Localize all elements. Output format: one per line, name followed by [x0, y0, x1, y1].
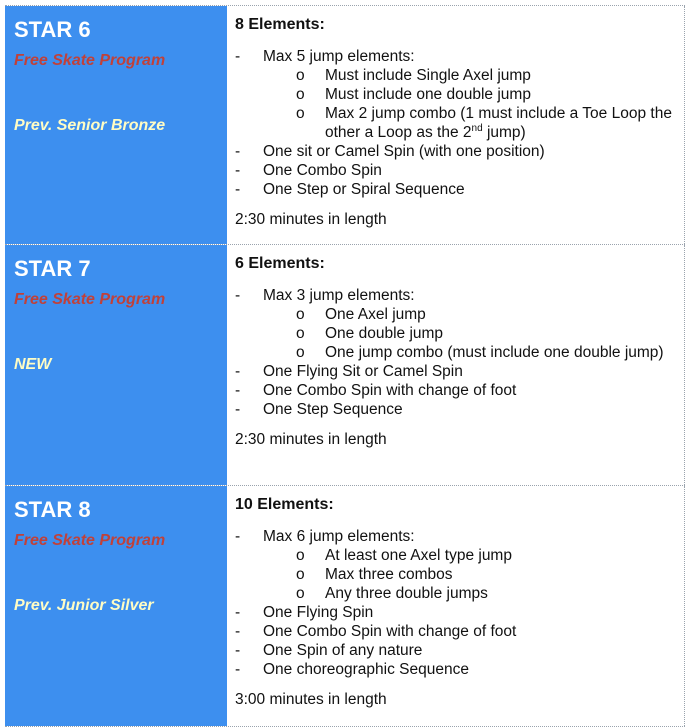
level-title: STAR 6 — [14, 17, 91, 42]
list-item — [235, 286, 684, 305]
ordinal-suffix: nd — [471, 122, 483, 134]
elements-heading: 10 Elements: — [235, 496, 334, 513]
list-item-text: One Combo Spin with change of foot — [263, 623, 517, 640]
list-item — [235, 161, 684, 180]
sub-list-item — [235, 343, 684, 362]
requirements-cell — [227, 245, 685, 485]
previous-level-label: NEW — [14, 356, 52, 373]
list-item — [235, 381, 684, 400]
list-item — [235, 622, 684, 641]
program-label: Free Skate Program — [14, 52, 166, 69]
bullet-marker: o — [296, 566, 305, 583]
bullet-marker: o — [296, 344, 305, 361]
sub-list-item — [235, 565, 684, 584]
table-row — [5, 485, 685, 727]
program-length: 2:30 minutes in length — [235, 431, 387, 448]
level-cell — [5, 486, 227, 726]
dash-marker: - — [235, 528, 241, 545]
sub-list-item — [235, 305, 684, 324]
dash-marker: - — [235, 181, 241, 198]
sub-list-item — [235, 66, 684, 85]
list-item — [235, 527, 684, 546]
level-title: STAR 8 — [14, 497, 91, 522]
list-item — [235, 142, 684, 161]
dash-marker: - — [235, 623, 241, 640]
sub-item-text: Any three double jumps — [325, 585, 488, 602]
list-item — [235, 362, 684, 381]
bullet-marker: o — [296, 306, 305, 323]
sub-list-item — [235, 104, 684, 142]
sub-item-text: One jump combo (must include one double jump) — [325, 344, 664, 361]
list-item-text: One Combo Spin — [263, 162, 382, 179]
previous-level-label: Prev. Senior Bronze — [14, 117, 166, 134]
sub-list-item — [235, 85, 684, 104]
sub-item-text: Must include Single Axel jump — [325, 67, 531, 84]
list-item — [235, 47, 684, 66]
requirements-cell — [227, 486, 685, 726]
sub-item-text: Max 2 jump combo (1 must include a Toe Loop the other a Loop as the 2 — [325, 105, 672, 141]
dash-marker: - — [235, 661, 241, 678]
dash-marker: - — [235, 287, 241, 304]
bullet-marker: o — [296, 67, 305, 84]
table-row — [5, 5, 685, 244]
program-label: Free Skate Program — [14, 532, 166, 549]
previous-level-label: Prev. Junior Silver — [14, 597, 154, 614]
list-item — [235, 660, 684, 679]
dash-marker: - — [235, 143, 241, 160]
list-item-text: Max 5 jump elements: — [263, 48, 415, 65]
bullet-marker: o — [296, 105, 305, 122]
level-cell — [5, 245, 227, 485]
list-item — [235, 400, 684, 419]
elements-heading: 8 Elements: — [235, 16, 325, 33]
dash-marker: - — [235, 48, 241, 65]
list-item — [235, 641, 684, 660]
list-item-text: One Combo Spin with change of foot — [263, 382, 517, 399]
sub-list-item — [235, 584, 684, 603]
levels-table — [5, 5, 685, 727]
program-length: 2:30 minutes in length — [235, 211, 387, 228]
list-item-text: One Spin of any nature — [263, 642, 423, 659]
dash-marker: - — [235, 363, 241, 380]
program-length: 3:00 minutes in length — [235, 691, 387, 708]
dash-marker: - — [235, 642, 241, 659]
dash-marker: - — [235, 162, 241, 179]
list-item-text: One Step or Spiral Sequence — [263, 181, 465, 198]
level-cell — [5, 6, 227, 244]
dash-marker: - — [235, 382, 241, 399]
sub-item-text: One Axel jump — [325, 306, 426, 323]
sub-item-text: Max three combos — [325, 566, 453, 583]
requirements-cell — [227, 6, 685, 244]
list-item-text: One Flying Sit or Camel Spin — [263, 363, 463, 380]
list-item — [235, 180, 684, 199]
sub-item-text: At least one Axel type jump — [325, 547, 512, 564]
sub-list-item — [235, 324, 684, 343]
list-item-text: Max 3 jump elements: — [263, 287, 415, 304]
sub-item-text: jump) — [482, 124, 526, 141]
list-item-text: One Flying Spin — [263, 604, 374, 621]
sub-item-text: One double jump — [325, 325, 444, 342]
sub-item-text: Must include one double jump — [325, 86, 531, 103]
list-item — [235, 603, 684, 622]
bullet-marker: o — [296, 325, 305, 342]
dash-marker: - — [235, 401, 241, 418]
table-row — [5, 244, 685, 485]
list-item-text: One sit or Camel Spin (with one position) — [263, 143, 545, 160]
list-item-text: One choreographic Sequence — [263, 661, 469, 678]
level-title: STAR 7 — [14, 256, 91, 281]
bullet-marker: o — [296, 585, 305, 602]
sub-list-item — [235, 546, 684, 565]
bullet-marker: o — [296, 86, 305, 103]
bullet-marker: o — [296, 547, 305, 564]
dash-marker: - — [235, 604, 241, 621]
list-item-text: One Step Sequence — [263, 401, 403, 418]
elements-heading: 6 Elements: — [235, 255, 325, 272]
list-item-text: Max 6 jump elements: — [263, 528, 415, 545]
program-label: Free Skate Program — [14, 291, 166, 308]
